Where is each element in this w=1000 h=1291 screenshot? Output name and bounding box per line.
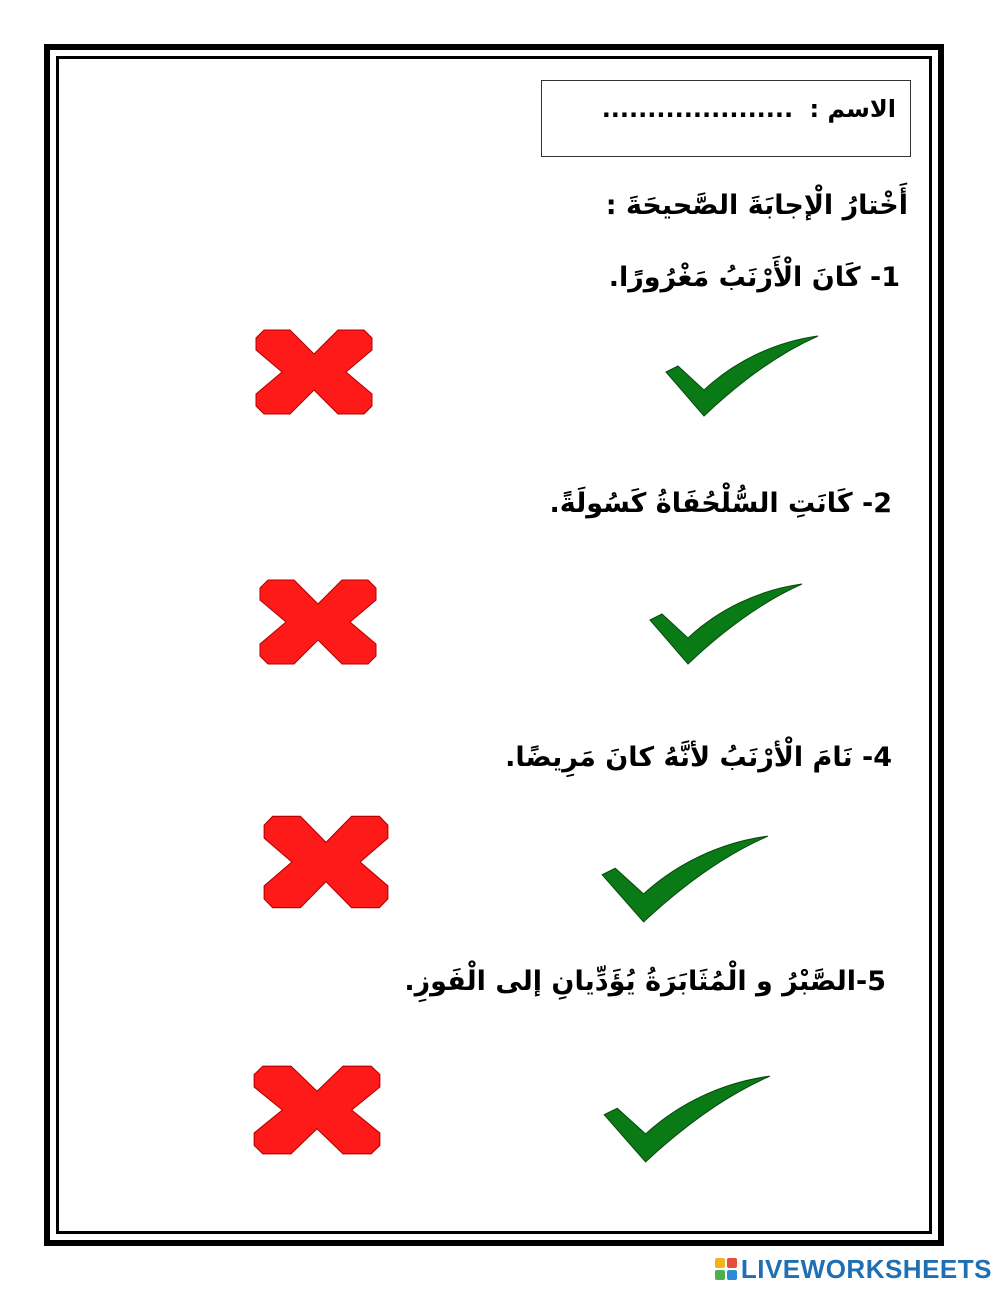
q2-false-choice[interactable] [258, 576, 378, 668]
q2-true-choice[interactable] [648, 582, 804, 666]
q4-false-choice[interactable] [262, 812, 390, 912]
instruction-title: أَخْتارُ الْإجابَةَ الصَّحيحَةَ : [605, 190, 908, 221]
check-icon [648, 582, 804, 666]
question-1: 1- كَانَ الْأَرْنَبُ مَغْرُورًا. [608, 262, 900, 293]
check-icon [600, 834, 770, 924]
question-2: 2- كَانَتِ السُّلْحُفَاةُ كَسُولَةً. [549, 488, 892, 519]
cross-icon [254, 326, 374, 418]
check-icon [602, 1074, 772, 1164]
logo-text: LIVEWORKSHEETS [740, 1253, 992, 1284]
q5-false-choice[interactable] [252, 1062, 382, 1158]
question-4: 4- نَامَ الْأرْنَبُ لأنَّهُ كانَ مَرِيضًا. [505, 742, 892, 773]
question-5: 5-الصَّبْرُ و الْمُثَابَرَةُ يُؤَدِّيانِ إلى الْفَوزِ. [404, 966, 886, 997]
name-field-box [541, 80, 911, 157]
check-icon [664, 334, 820, 418]
q4-true-choice[interactable] [600, 834, 770, 924]
q1-true-choice[interactable] [664, 334, 820, 418]
name-input-blank[interactable]: ..................... [601, 95, 794, 123]
name-label: الاسم : [809, 95, 896, 123]
cross-icon [262, 812, 390, 912]
q1-false-choice[interactable] [254, 326, 374, 418]
cross-icon [258, 576, 378, 668]
logo-blocks-icon [715, 1258, 737, 1280]
q5-true-choice[interactable] [602, 1074, 772, 1164]
cross-icon [252, 1062, 382, 1158]
liveworksheets-logo[interactable] [715, 1254, 992, 1284]
